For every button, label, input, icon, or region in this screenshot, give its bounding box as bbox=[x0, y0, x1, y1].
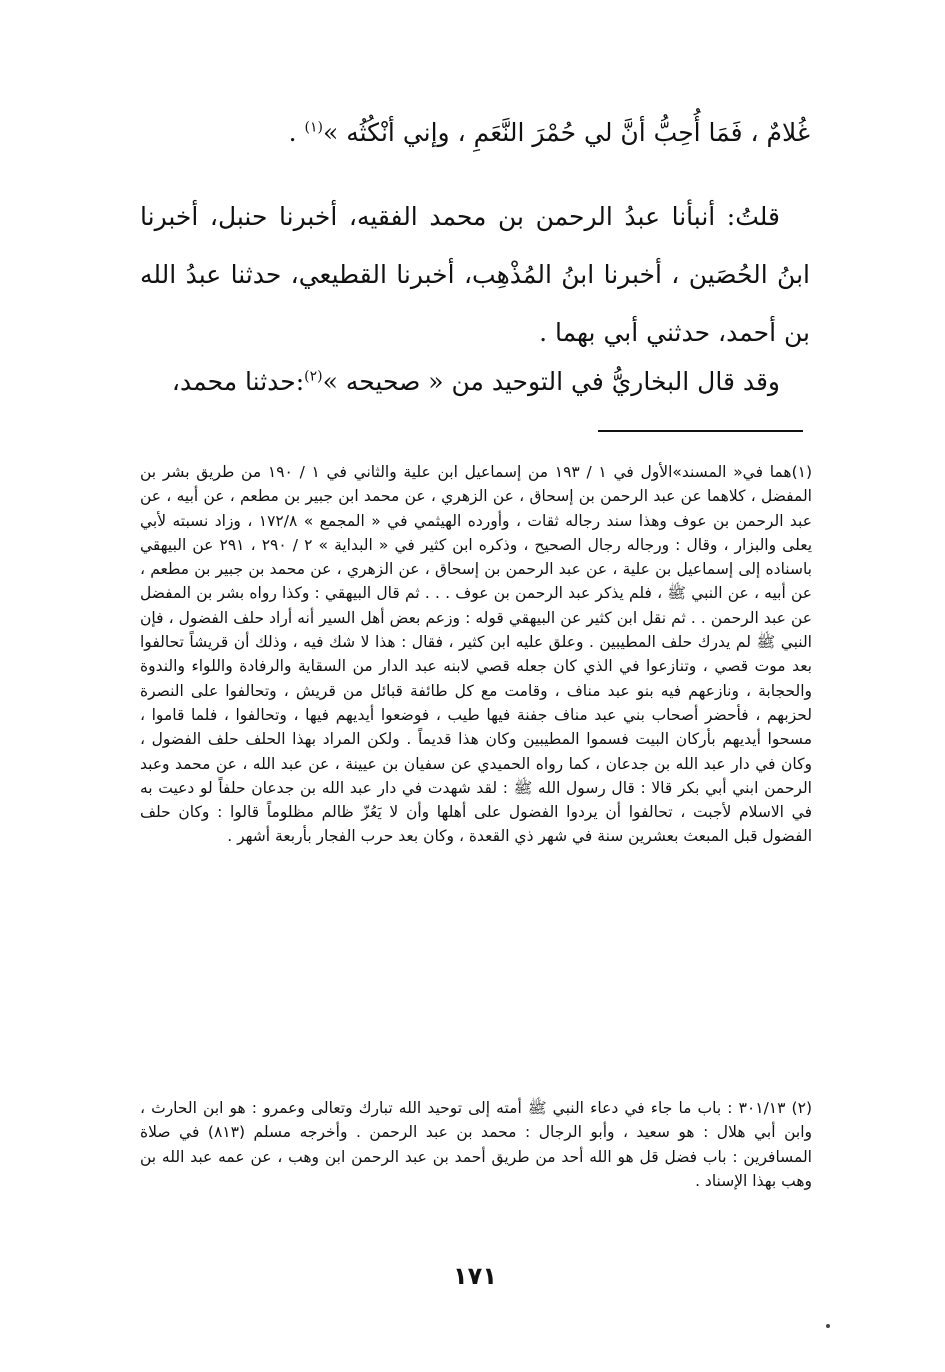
body-paragraph-1 bbox=[140, 104, 810, 162]
footnote-1: (١)هما في« المسند»الأول في ١ / ١٩٣ من إسماعيل ابن علية والثاني في ١ / ١٩٠ من طريق بشر بن المفضل ، كلاهما عن عبد الرحمن بن إسحاق ، عن الزهري ، عن محمد ابن جبير بن مطعم ، عن أبيه ، عن عبد الرحمن بن عوف وهذا سند رجاله ثقات ، وأورده الهيثمي في « المجمع » ١٧٢/٨ ، وزاد نسبته لأبي يعلى والبزار ، وقال : ورجاله رجال الصحيح ، وذكره ابن كثير في « البداية » ٢ / ٢٩٠ ، ٢٩١ عن البيهقي باسناده إلى إسماعيل بن علية ، عن عبد الرحمن بن إسحاق ، عن الزهري ، عن محمد بن جبير بن مطعم ، عن أبيه ، عن النبي ﷺ ، فلم يذكر عبد الرحمن بن عوف . . . ثم قال البيهقي : وكذا رواه بشر بن المفضل عن عبد الرحمن . . ثم نقل ابن كثير عن البيهقي قوله : وزعم بعض أهل السير أنه أراد حلف الفضول ، فإن النبي ﷺ لم يدرك حلف المطيبين . وعلق عليه ابن كثير ، فقال : هذا لا شك فيه ، وذلك أن قريشاً تحالفوا بعد موت قصي ، وتنازعوا في الذي كان جعله قصي لابنه عبد الدار من السقاية والرفادة واللواء والندوة والحجابة ، ونازعهم فيه بنو عبد مناف ، وقامت مع كل طائفة قبائل من قريش ، وتحالفوا على النصرة لحزبهم ، فأحضر أصحاب بني عبد مناف جفنة فيها طيب ، فوضعوا أيديهم فيها ، وتحالفوا ، فلما قاموا ، مسحوا أيديهم بأركان البيت فسموا المطيبين وكان هذا قديماً . ولكن المراد بهذا الحلف حلف الفضول ، وكان في دار عبد الله بن جدعان ، كما رواه الحميدي عن سفيان بن عيينة ، عن عبد الله ، عن محمد وعبد الرحمن ابني أبي بكر قالا : قال رسول الله ﷺ : لقد شهدت في دار عبد الله بن جدعان حلفاً لو دعيت به في الاسلام لأجبت ، تحالفوا أن يردوا الفضول على أهلها وأن لا يَعُزّ ظالم مظلوماً قالوا : وكان حلف الفضول قبل المبعث بعشرين سنة في شهر ذي القعدة ، وكان بعد حرب الفجار بأربعة أشهر . bbox=[140, 463, 813, 846]
footnote-separator bbox=[598, 430, 803, 432]
page-number: ١٧١ bbox=[453, 1262, 497, 1290]
body-paragraph-3 bbox=[140, 353, 810, 411]
scan-speck bbox=[826, 1324, 830, 1328]
footnote-2: (٢) ٣٠١/١٣ : باب ما جاء في دعاء النبي ﷺ أمته إلى توحيد الله تبارك وتعالى وعمرو : هو ابن الحارث ، وابن أبي هلال : هو سعيد ، وأبو الرجال : محمد بن عبد الرحمن . وأخرجه مسلم (٨١٣) في صلاة المسافرين : باب فضل قل هو الله أحد من طريق أحمد بن عبد الرحمن ابن وهب ، عن عمه عبد الله بن وهب بهذا الإسناد . bbox=[140, 1099, 813, 1190]
body-paragraph-2: قلتُ: أنبأنا عبدُ الرحمن بن محمد الفقيه، أخبرنا حنبل، أخبرنا ابنُ الحُصَين ، أخبرنا ابنُ المُذْهِب، أخبرنا القطيعي، حدثنا عبدُ الله بن أحمد، حدثني أبي بهما . bbox=[140, 202, 810, 347]
para2-text: وقد قال البخاريُّ في التوحيد من « صحيحه » bbox=[322, 367, 780, 396]
para2-end: :حدثنا محمد، bbox=[171, 367, 305, 396]
para0-end: . bbox=[288, 118, 305, 147]
footnote-ref-1: (١) bbox=[304, 119, 323, 136]
para0-text: غُلامٌ ، فَمَا أُحِبُّ أنَّ لي حُمْرَ النَّعَمِ ، وإني أنْكُثُه » bbox=[322, 118, 810, 147]
footnote-ref-2: (٢) bbox=[304, 368, 323, 385]
